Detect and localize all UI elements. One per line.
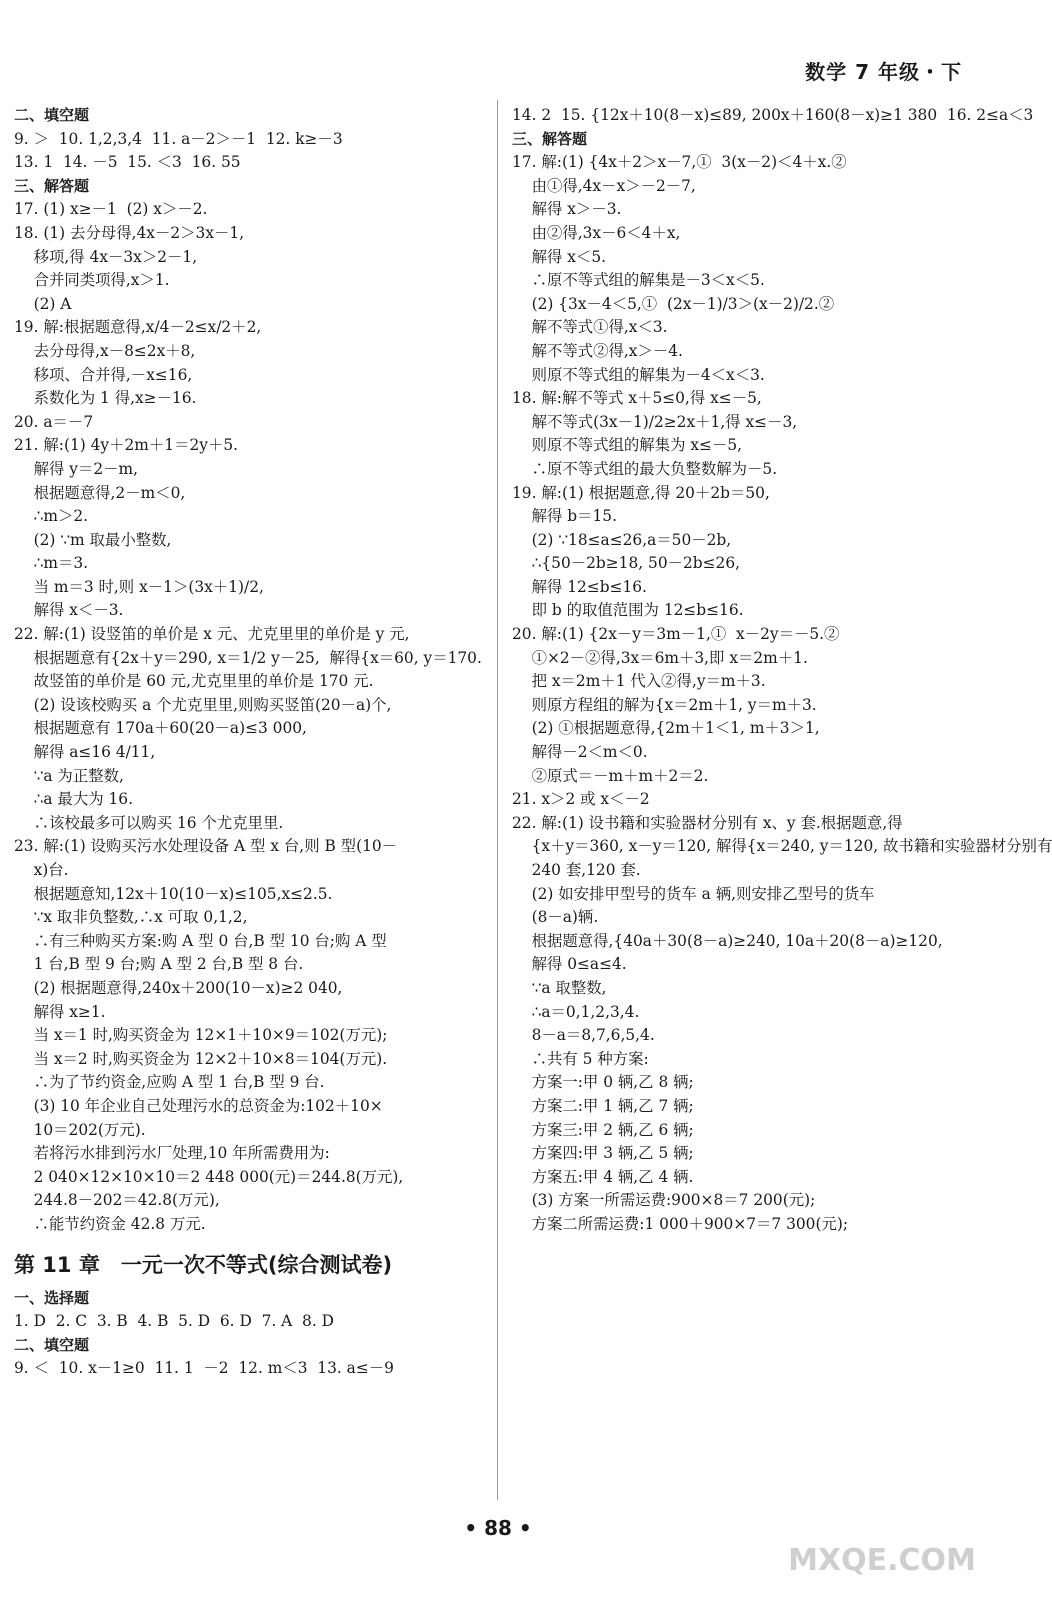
answer-line: 21. x＞2 或 x＜－2 [512, 790, 650, 809]
answer-line: (2) ∵m 取最小整数, [14, 530, 172, 549]
answer-line: ∴能节约资金 42.8 万元. [14, 1214, 206, 1233]
chapter-title: 第 11 章 一元一次不等式(综合测试卷) [14, 1252, 393, 1277]
answer-line: 移项、合并得,－x≤16, [14, 365, 193, 384]
answer-line: 则原不等式组的解集为－4＜x＜3. [512, 365, 765, 384]
answer-line: 当 x＝2 时,购买资金为 12×2＋10×8＝104(万元). [14, 1049, 388, 1068]
answer-line: 由①得,4x－x＞－2－7, [512, 176, 696, 195]
answer-line: 8－a＝8,7,6,5,4. [512, 1026, 655, 1045]
answer-line: ∴有三种购买方案:购 A 型 0 台,B 型 10 台;购 A 型 [14, 931, 387, 950]
answer-line: ∴m＞2. [14, 507, 89, 526]
answer-line: 合并同类项得,x＞1. [14, 271, 170, 290]
answer-line: 根据题意知,12x＋10(10－x)≤105,x≤2.5. [14, 884, 333, 903]
answer-line: 13. 1 14. －5 15. ＜3 16. 55 [14, 153, 241, 172]
answer-line: 14. 2 15. {12x＋10(8－x)≤89, 200x＋160(8－x)≥1 380 16. 2≤a＜3 [512, 106, 1034, 124]
answer-line: ∵a 取整数, [512, 978, 607, 997]
answer-line: 去分母得,x－8≤2x＋8, [14, 341, 196, 360]
answer-line: ①×2－②得,3x＝6m＋3,即 x＝2m＋1. [512, 648, 808, 667]
answer-line: ∵x 取非负整数,∴x 可取 0,1,2, [14, 908, 248, 927]
answer-line: 即 b 的取值范围为 12≤b≤16. [512, 601, 744, 620]
answer-line: ②原式＝－m＋m＋2＝2. [512, 766, 709, 785]
answer-line: 方案二:甲 1 辆,乙 7 辆; [512, 1096, 694, 1115]
section-heading: 三、解答题 [512, 129, 588, 148]
watermark-logo [782, 1480, 982, 1590]
answer-line: 解得－2＜m＜0. [512, 743, 648, 762]
answer-line: 17. (1) x≥－1 (2) x＞－2. [14, 200, 208, 219]
answer-line: 解得 0≤a≤4. [512, 955, 627, 974]
answer-line: (2) ∵18≤a≤26,a＝50－2b, [512, 530, 732, 549]
answer-line: 18. (1) 去分母得,4x－2＞3x－1, [14, 223, 245, 242]
answer-line: 解不等式①得,x＜3. [512, 318, 668, 337]
answer-line: 解得 a≤16 4/11, [14, 743, 156, 762]
answer-line: 根据题意有{2x＋y＝290, x＝1/2 y－25, 解得{x＝60, y＝170. [14, 648, 482, 667]
answer-line: 根据题意得,{40a＋30(8－a)≥240, 10a＋20(8－a)≥120, [512, 931, 943, 950]
answer-line: 22. 解:(1) 设书籍和实验器材分别有 x、y 套.根据题意,得 [512, 813, 903, 832]
answer-line: 则原方程组的解为{x＝2m＋1, y＝m＋3. [512, 695, 817, 714]
answer-line: x)台. [14, 861, 69, 879]
answer-line: 故竖笛的单价是 60 元,尤克里里的单价是 170 元. [14, 672, 374, 691]
answer-line: 解得 12≤b≤16. [512, 577, 647, 596]
answer-line: 解不等式②得,x＞－4. [512, 341, 683, 360]
answer-line: 1. D 2. C 3. B 4. B 5. D 6. D 7. A 8. D [14, 1312, 334, 1331]
answer-line: ∴原不等式组的解集是－3＜x＜5. [512, 271, 765, 290]
watermark-text: MXQE.COM [788, 1543, 976, 1578]
answer-line: 解得 x＜5. [512, 247, 606, 266]
answer-line: 240 套,120 套. [512, 861, 641, 879]
answer-line: 解得 b＝15. [512, 507, 617, 526]
answer-line: (8－a)辆. [512, 908, 599, 927]
section-heading: 二、填空题 [14, 1335, 90, 1354]
answer-line: (2) {3x－4＜5,① (2x－1)/3＞(x－2)/2.② [512, 294, 835, 313]
answer-line: 20. 解:(1) {2x－y＝3m－1,① x－2y＝－5.② [512, 625, 840, 644]
answer-line: 10＝202(万元). [14, 1120, 146, 1139]
answer-line: 18. 解:解不等式 x＋5≤0,得 x≤－5, [512, 389, 762, 408]
page-header-title: 数学 7 年级・下 [805, 60, 962, 84]
column-divider [497, 100, 498, 1500]
left-column [14, 104, 484, 1381]
answer-line: ∴{50－2b≥18, 50－2b≤26, [512, 554, 741, 573]
answer-line: 解不等式(3x－1)/2≥2x＋1,得 x≤－3, [512, 412, 798, 431]
section-heading: 一、选择题 [14, 1288, 90, 1307]
answer-line: 1 台,B 型 9 台;购 A 型 2 台,B 型 8 台. [14, 955, 304, 974]
answer-line: 方案五:甲 4 辆,乙 4 辆. [512, 1167, 694, 1186]
answer-line: 解得 y＝2－m, [14, 459, 138, 478]
answer-line: 2 040×12×10×10＝2 448 000(元)＝244.8(万元), [14, 1167, 404, 1186]
answer-line: ∵a 为正整数, [14, 766, 124, 785]
answer-line: 17. 解:(1) {4x＋2＞x－7,① 3(x－2)＜4＋x.② [512, 153, 847, 172]
answer-line: 根据题意有 170a＋60(20－a)≤3 000, [14, 719, 307, 738]
answer-line: 9. ＞ 10. 1,2,3,4 11. a－2＞－1 12. k≥－3 [14, 129, 343, 148]
answer-line: 20. a＝－7 [14, 412, 94, 431]
answer-line: 21. 解:(1) 4y＋2m＋1＝2y＋5. [14, 436, 239, 455]
answer-line: 方案二所需运费:1 000＋900×7＝7 300(元); [512, 1214, 849, 1233]
answer-line: 解得 x＞－3. [512, 200, 622, 219]
answer-line: ∴原不等式组的最大负整数解为－5. [512, 459, 778, 478]
answer-line: ∴a 最大为 16. [14, 790, 133, 809]
answer-line: 则原不等式组的解集为 x≤－5, [512, 436, 743, 455]
answer-line: ∴该校最多可以购买 16 个尤克里里. [14, 813, 284, 832]
answer-line: 由②得,3x－6＜4＋x, [512, 223, 681, 242]
answer-line: (2) A [14, 294, 72, 313]
answer-line: 方案一:甲 0 辆,乙 8 辆; [512, 1073, 694, 1092]
answer-line: (3) 10 年企业自己处理污水的总资金为:102＋10× [14, 1096, 383, 1115]
answer-line: (3) 方案一所需运费:900×8＝7 200(元); [512, 1191, 816, 1210]
answer-line: 9. ＜ 10. x－1≥0 11. 1 －2 12. m＜3 13. a≤－9 [14, 1359, 394, 1378]
section-heading: 三、解答题 [14, 176, 90, 195]
answer-line: ∴为了节约资金,应购 A 型 1 台,B 型 9 台. [14, 1073, 325, 1092]
page-number: • 88 • [464, 1516, 532, 1540]
answer-line: 244.8－202＝42.8(万元), [14, 1191, 220, 1210]
answer-line: (2) 如安排甲型号的货车 a 辆,则安排乙型号的货车 [512, 884, 875, 903]
right-column [512, 104, 1052, 1237]
answer-line: ∴a＝0,1,2,3,4. [512, 1002, 640, 1021]
answer-line: ∴m＝3. [14, 554, 89, 573]
answer-line: 19. 解:根据题意得,x/4－2≤x/2＋2, [14, 318, 262, 337]
answer-line: 解得 x＜－3. [14, 601, 124, 620]
answer-line: ∴共有 5 种方案: [512, 1049, 649, 1068]
answer-line: 解得 x≥1. [14, 1002, 106, 1021]
answer-line: 若将污水排到污水厂处理,10 年所需费用为: [14, 1144, 330, 1163]
answer-line: 19. 解:(1) 根据题意,得 20＋2b＝50, [512, 483, 770, 502]
answer-line: 根据题意得,2－m＜0, [14, 483, 186, 502]
answer-line: (2) ①根据题意得,{2m＋1＜1, m＋3＞1, [512, 719, 820, 738]
answer-line: 当 x＝1 时,购买资金为 12×1＋10×9＝102(万元); [14, 1026, 388, 1045]
answer-line: 方案三:甲 2 辆,乙 6 辆; [512, 1120, 694, 1139]
answer-line: 移项,得 4x－3x＞2－1, [14, 247, 198, 266]
answer-line: 系数化为 1 得,x≥－16. [14, 389, 197, 408]
section-heading: 二、填空题 [14, 106, 90, 124]
answer-line: 把 x＝2m＋1 代入②得,y＝m＋3. [512, 672, 766, 691]
answer-line: {x＋y＝360, x－y＝120, 解得{x＝240, y＝120, 故书籍和实验器材分别有 [512, 837, 1052, 856]
answer-line: 23. 解:(1) 设购买污水处理设备 A 型 x 台,则 B 型(10－ [14, 837, 398, 856]
answer-line: (2) 根据题意得,240x＋200(10－x)≥2 040, [14, 978, 343, 997]
answer-line: (2) 设该校购买 a 个尤克里里,则购买竖笛(20－a)个, [14, 695, 392, 714]
answer-line: 22. 解:(1) 设竖笛的单价是 x 元、尤克里里的单价是 y 元, [14, 625, 410, 644]
answer-line: 当 m＝3 时,则 x－1＞(3x＋1)/2, [14, 577, 264, 596]
answer-line: 方案四:甲 3 辆,乙 5 辆; [512, 1144, 694, 1163]
